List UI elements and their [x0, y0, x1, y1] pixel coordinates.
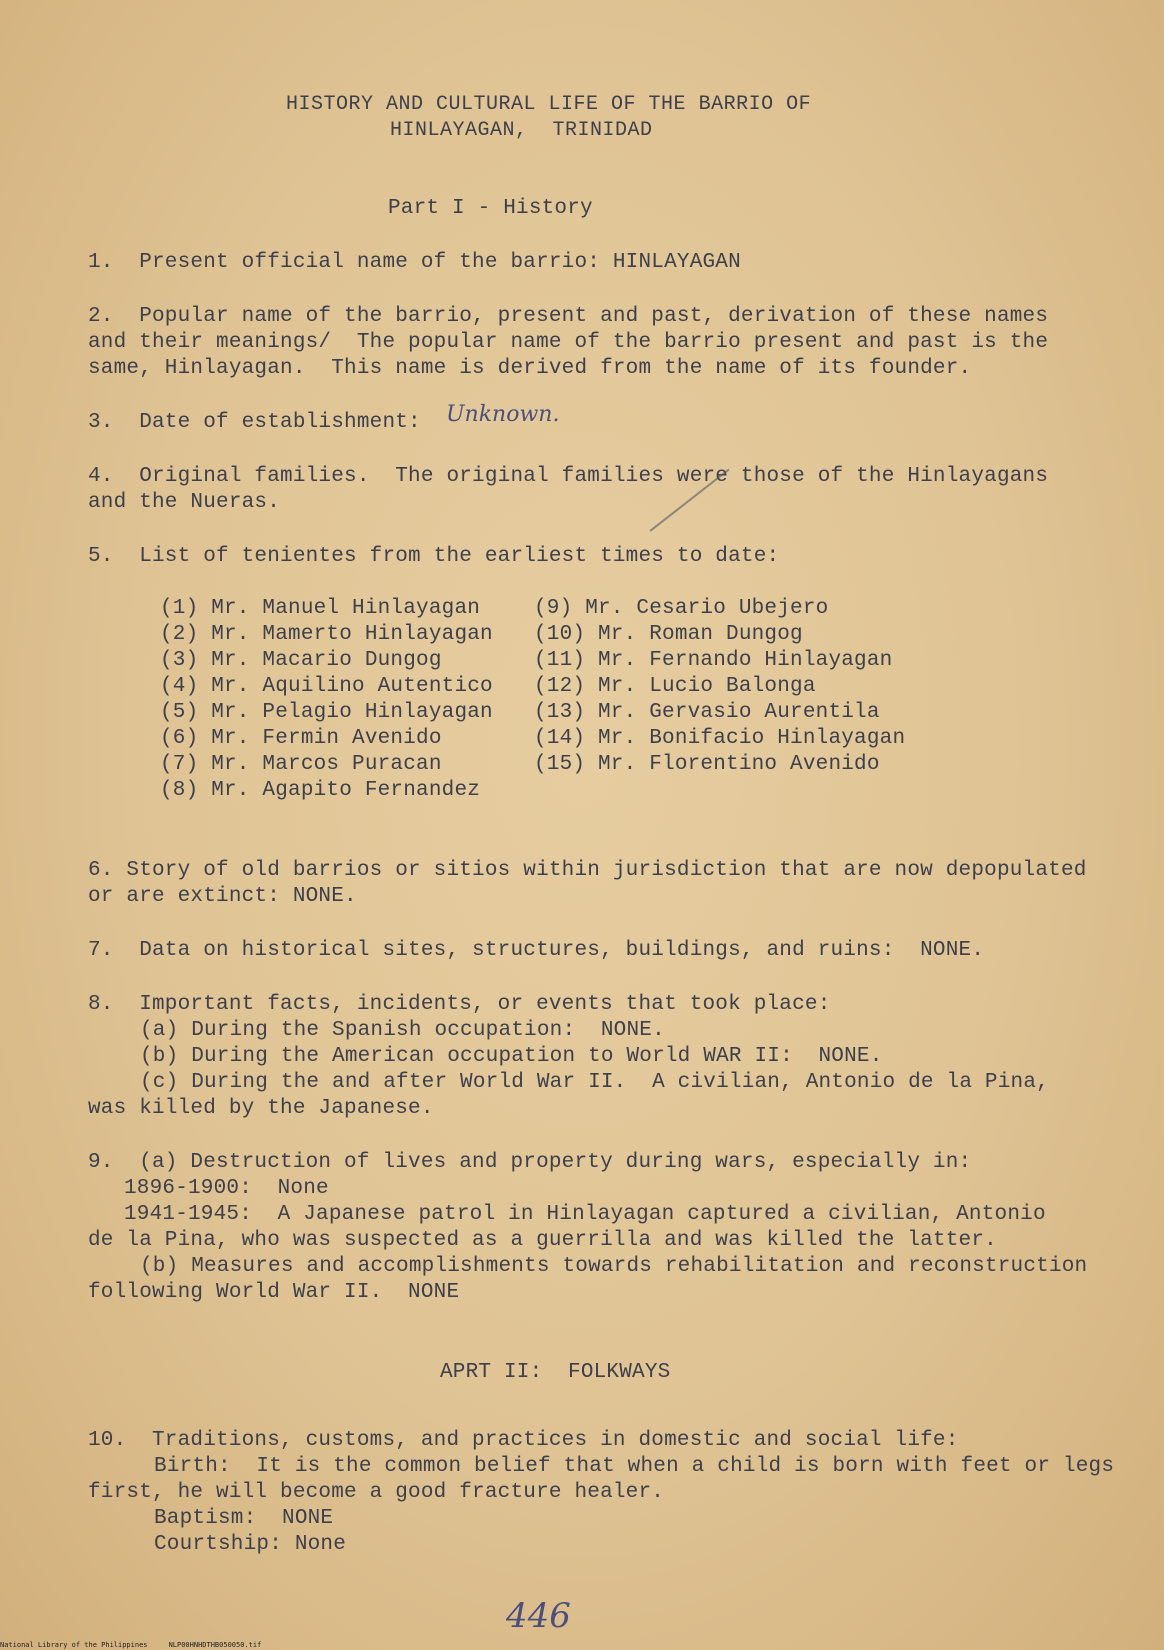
item-4-line-1: 4. Original families. The original families were those of the Hinlayagans: [88, 465, 1049, 488]
list-item: (15) Mr. Florentino Avenido: [534, 753, 880, 776]
birth-line-2: first, he will become a good fracture healer.: [88, 1481, 665, 1504]
list-item: (4) Mr. Aquilino Autentico: [160, 675, 493, 698]
title-line-1: HISTORY AND CULTURAL LIFE OF THE BARRIO OF: [286, 93, 812, 116]
item-9-line-4: de la Pina, who was suspected as a guerrilla and was killed the latter.: [88, 1229, 997, 1252]
item-8c-line-1: (c) During the and after World War II. A civilian, Antonio de la Pina,: [140, 1071, 1049, 1094]
item-10: 10. Traditions, customs, and practices in domestic and social life:: [88, 1429, 959, 1452]
baptism-line: Baptism: NONE: [154, 1507, 334, 1530]
list-item: (2) Mr. Mamerto Hinlayagan: [160, 623, 493, 646]
courtship-line: Courtship: None: [154, 1533, 347, 1556]
item-8: 8. Important facts, incidents, or events that took place:: [88, 993, 831, 1016]
item-2-line-3: same, Hinlayagan. This name is derived from the name of its founder.: [88, 357, 972, 380]
list-item: (12) Mr. Lucio Balonga: [534, 675, 816, 698]
item-9-line-5: (b) Measures and accomplishments towards rehabilitation and reconstruction: [140, 1255, 1088, 1278]
list-item: (14) Mr. Bonifacio Hinlayagan: [534, 727, 906, 750]
birth-line-1: Birth: It is the common belief that when a child is born with feet or legs: [154, 1455, 1115, 1478]
item-3-handwritten: Unknown.: [446, 402, 560, 427]
scan-footer: National Library of the Philippines NLP00HNHDTHB050050.tif: [0, 1641, 262, 1649]
list-item: (13) Mr. Gervasio Aurentila: [534, 701, 880, 724]
page-number: 446: [506, 1596, 571, 1636]
list-item: (10) Mr. Roman Dungog: [534, 623, 803, 646]
item-9-line-1: 9. (a) Destruction of lives and property during wars, especially in:: [88, 1151, 972, 1174]
list-item: (1) Mr. Manuel Hinlayagan: [160, 597, 481, 620]
item-3: 3. Date of establishment:: [88, 411, 421, 434]
item-5: 5. List of tenientes from the earliest times to date:: [88, 545, 780, 568]
item-7: 7. Data on historical sites, structures, buildings, and ruins: NONE.: [88, 939, 985, 962]
list-item: (7) Mr. Marcos Puracan: [160, 753, 442, 776]
list-item: (5) Mr. Pelagio Hinlayagan: [160, 701, 493, 724]
item-9-line-3: 1941-1945: A Japanese patrol in Hinlayagan captured a civilian, Antonio: [124, 1203, 1046, 1226]
list-item: (9) Mr. Cesario Ubejero: [534, 597, 829, 620]
item-2-line-2: and their meanings/ The popular name of the barrio present and past is the: [88, 331, 1049, 354]
item-9-line-6: following World War II. NONE: [88, 1281, 460, 1304]
list-item: (3) Mr. Macario Dungog: [160, 649, 442, 672]
item-6-line-1: 6. Story of old barrios or sitios within jurisdiction that are now depopulated: [88, 859, 1087, 882]
part-2-heading: APRT II: FOLKWAYS: [440, 1361, 671, 1384]
item-8c-line-2: was killed by the Japanese.: [88, 1097, 434, 1120]
item-8a: (a) During the Spanish occupation: NONE.: [140, 1019, 665, 1042]
item-9-line-2: 1896-1900: None: [124, 1177, 329, 1200]
list-item: (6) Mr. Fermin Avenido: [160, 727, 442, 750]
item-8b: (b) During the American occupation to World WAR II: NONE.: [140, 1045, 883, 1068]
list-item: (11) Mr. Fernando Hinlayagan: [534, 649, 893, 672]
title-line-2: HINLAYAGAN, TRINIDAD: [390, 119, 653, 142]
item-4-line-2: and the Nueras.: [88, 491, 281, 514]
item-6-line-2: or are extinct: NONE.: [88, 885, 357, 908]
item-2-line-1: 2. Popular name of the barrio, present and past, derivation of these names: [88, 305, 1049, 328]
list-item: (8) Mr. Agapito Fernandez: [160, 779, 481, 802]
item-1: 1. Present official name of the barrio: HINLAYAGAN: [88, 251, 741, 274]
part-1-heading: Part I - History: [388, 197, 593, 220]
